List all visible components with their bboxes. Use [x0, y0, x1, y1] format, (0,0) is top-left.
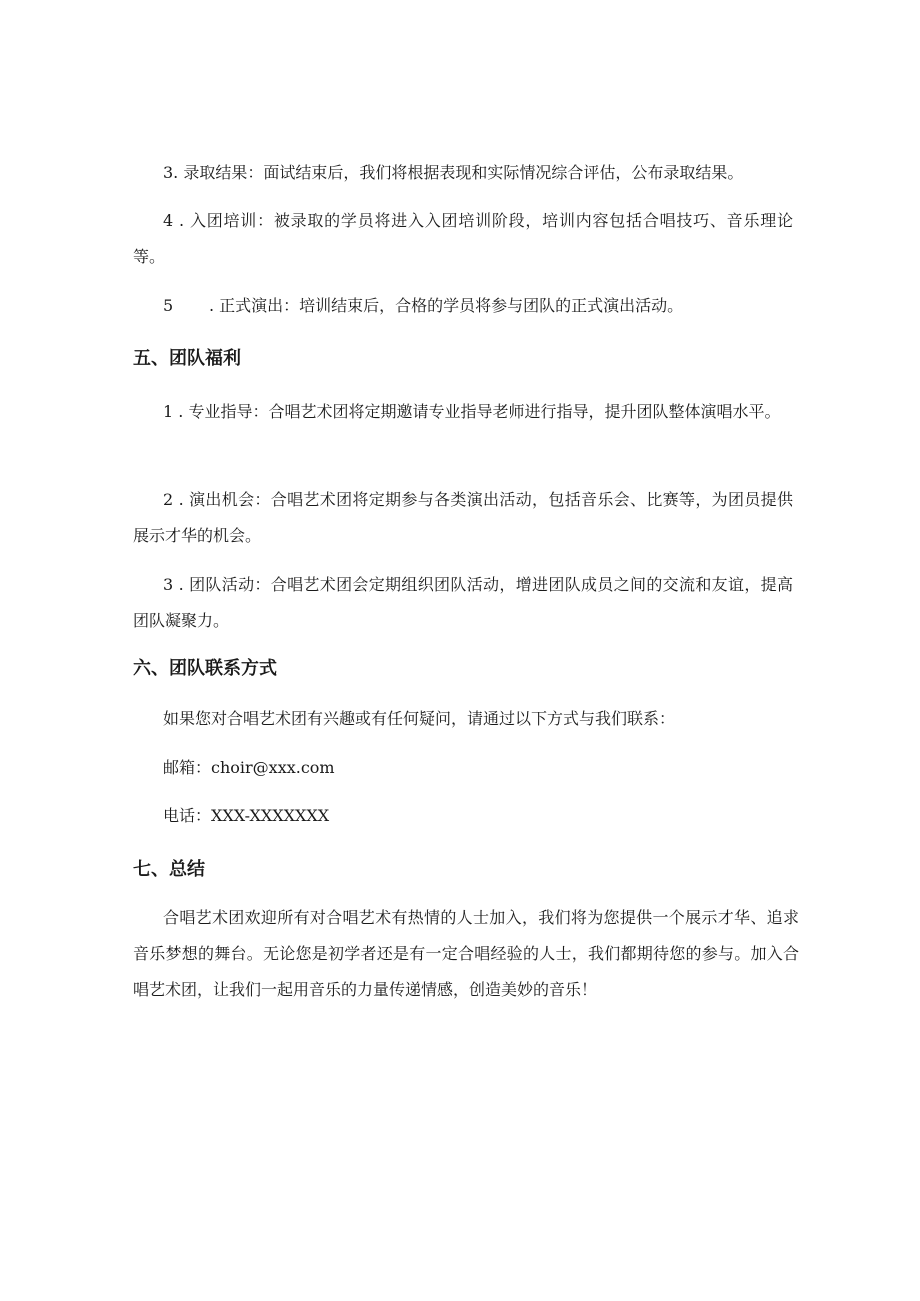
process-item-3: 3. 录取结果：面试结束后，我们将根据表现和实际情况综合评估，公布录取结果。	[163, 163, 744, 182]
contact-phone: 电话：XXX-XXXXXXX	[163, 806, 330, 825]
section-heading-contact: 六、团队联系方式	[133, 658, 277, 679]
contact-email: 邮箱：choir@xxx.com	[163, 758, 335, 777]
process-item-5	[163, 295, 683, 317]
summary-paragraph: 合唱艺术团欢迎所有对合唱艺术有热情的人士加入，我们将为您提供一个展示才华、追求音乐梦想的舞台。无论您是初学者还是有一定合唱经验的人士，我们都期待您的参与。加入合唱艺术团，让我们一起用音乐的力量传递情感，创造美妙的音乐！	[133, 908, 799, 999]
process-item-5-text: . 正式演出：培训结束后，合格的学员将参与团队的正式演出活动。	[209, 296, 684, 315]
benefit-item-2: 2 . 演出机会：合唱艺术团将定期参与各类演出活动，包括音乐会、比赛等，为团员提供展示才华的机会。	[133, 490, 793, 545]
section-heading-summary: 七、总结	[133, 859, 205, 880]
benefit-item-3: 3 . 团队活动：合唱艺术团会定期组织团队活动，增进团队成员之间的交流和友谊，提高团队凝聚力。	[133, 575, 793, 630]
section-heading-benefits: 五、团队福利	[133, 348, 241, 369]
process-item-5-number: 5	[163, 296, 174, 315]
benefit-item-1: 1 . 专业指导：合唱艺术团将定期邀请专业指导老师进行指导，提升团队整体演唱水平。	[163, 402, 781, 421]
contact-intro: 如果您对合唱艺术团有兴趣或有任何疑问，请通过以下方式与我们联系：	[163, 709, 676, 728]
process-item-4: 4 . 入团培训：被录取的学员将进入入团培训阶段，培训内容包括合唱技巧、音乐理论等。	[133, 211, 793, 266]
